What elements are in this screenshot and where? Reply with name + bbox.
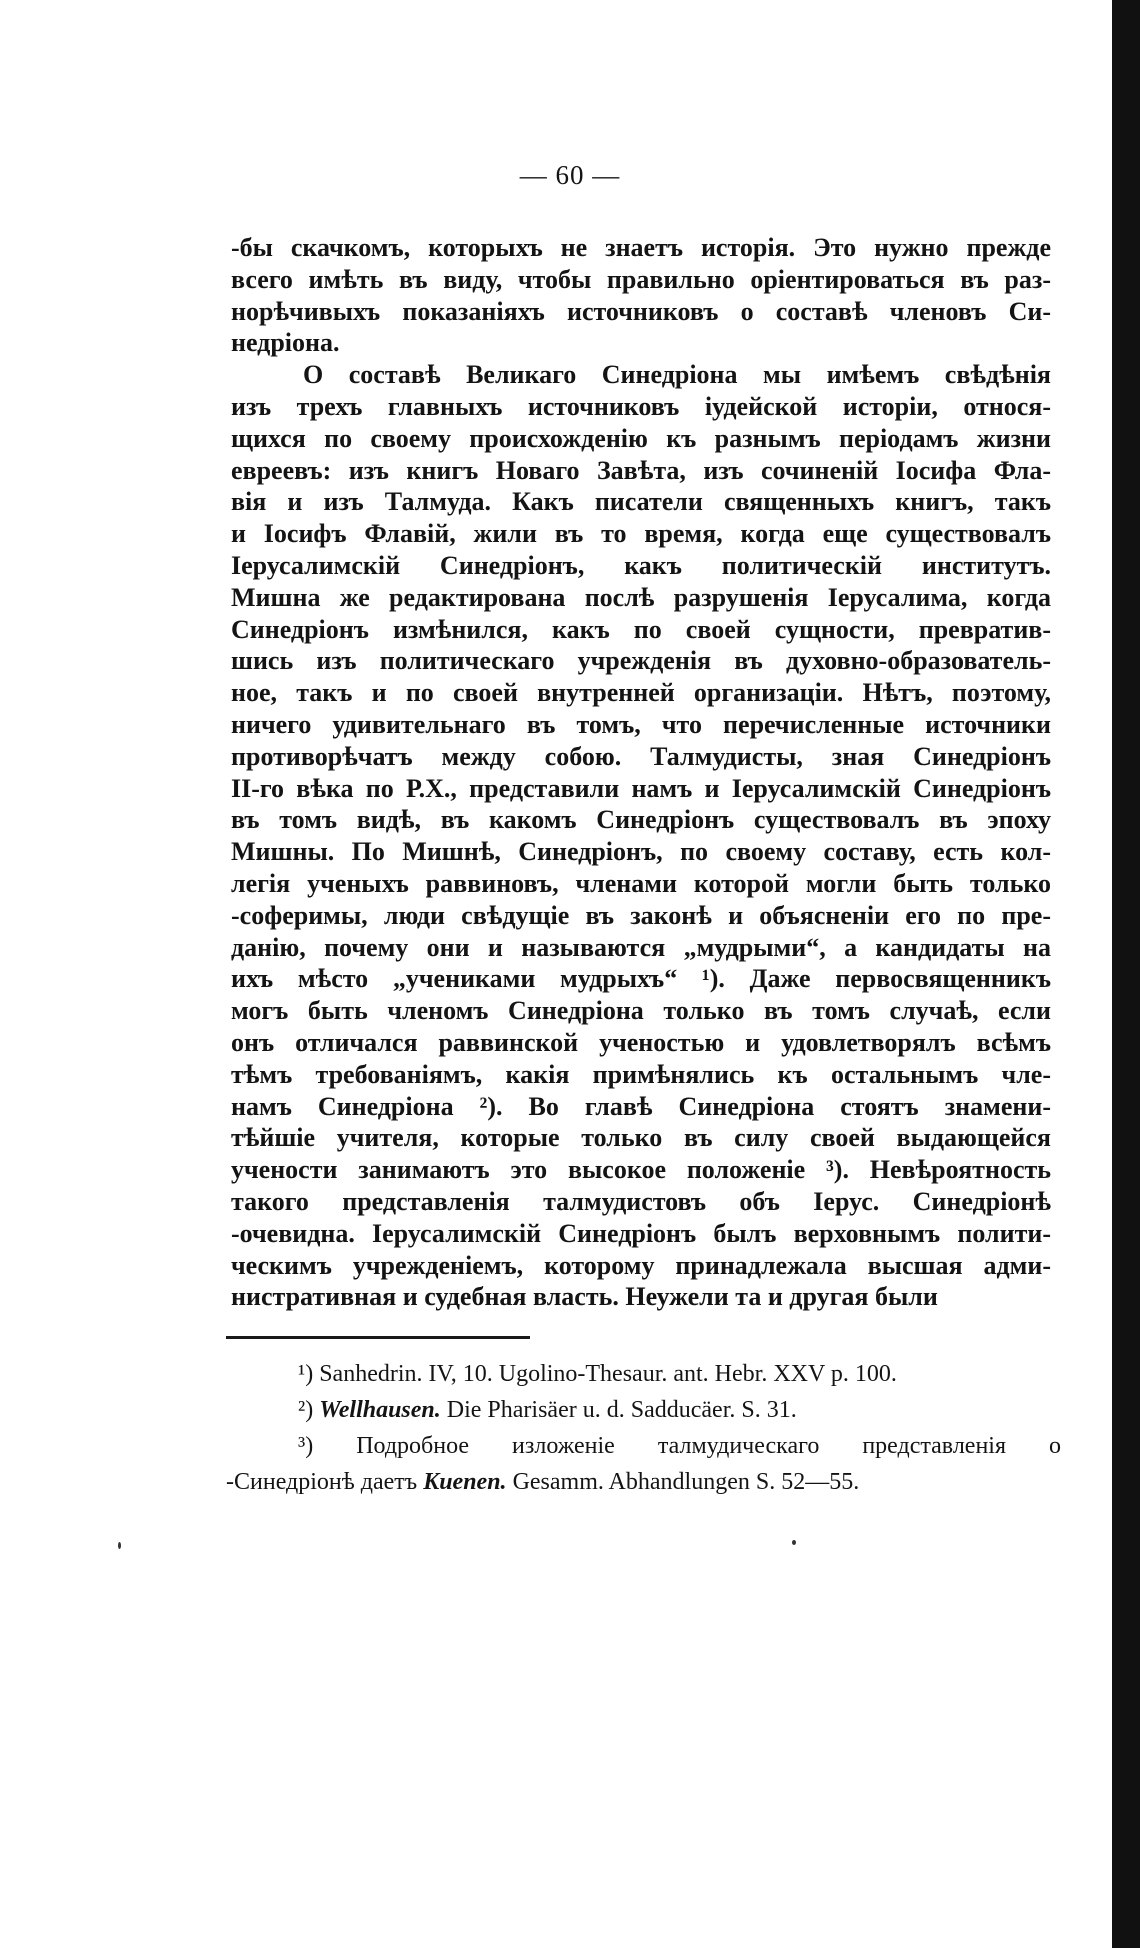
footnote-3 (226, 1428, 1061, 1464)
footnote-1-text: Sanhedrin. IV, 10. Ugolino-Thesaur. ant. Hebr. XXV p. 100. (319, 1361, 897, 1387)
text-line: О составѣ Великаго Синедріона мы имѣемъ свѣдѣнія (303, 360, 1051, 390)
text-line: всего имѣть въ виду, чтобы правильно оріентироваться въ раз- (231, 264, 1051, 294)
text-line: щихся по своему происхожденію къ разнымъ періодамъ жизни (231, 423, 1051, 453)
text-line: Мишна же редактирована послѣ разрушенія Іерусалима, когда (231, 582, 1051, 612)
text-line: Мишны. По Мишнѣ, Синедріонъ, по своему составу, есть кол- (231, 837, 1051, 867)
text-line: ное, такъ и по своей внутренней организаціи. Нѣтъ, поэтому, (231, 678, 1051, 708)
text-line: Іерусалимскій Синедріонъ, какъ политическій институтъ. (231, 550, 1051, 580)
text-line: нистративная и судебная власть. Неужели та и другая были (231, 1282, 938, 1312)
footnote-3-text: Подробное изложеніе талмудическаго представленія о (356, 1433, 1061, 1459)
text-line: намъ Синедріона ²). Во главѣ Синедріона стоятъ знамени- (231, 1091, 1051, 1121)
main-body-text (231, 232, 1051, 1313)
text-line: -бы скачкомъ, которыхъ не знаетъ исторія. Это нужно прежде (231, 233, 1051, 262)
footnote-2-text: Die Pharisäer u. d. Sadducäer. S. 31. (446, 1397, 797, 1423)
text-line: шись изъ политическаго учрежденія въ духовно-образователь- (231, 646, 1051, 676)
text-line: -очевидна. Іерусалимскій Синедріонъ былъ верховнымъ полити- (231, 1218, 1051, 1248)
text-line: противорѣчатъ между собою. Талмудисты, зная Синедріонъ (231, 741, 1051, 771)
footnote-2 (226, 1392, 1061, 1428)
text-line: недріона. (231, 328, 340, 358)
text-line: такого представленія талмудистовъ объ Іерус. Синедріонѣ (231, 1186, 1051, 1216)
text-line: и Іосифъ Флавій, жили въ то время, когда еще существовалъ (231, 519, 1051, 549)
text-line: въ томъ видѣ, въ какомъ Синедріонъ существовалъ въ эпоху (231, 805, 1051, 835)
footnote-2-mark: ²) (298, 1397, 314, 1423)
text-line: изъ трехъ главныхъ источниковъ іудейской исторіи, относя- (231, 391, 1051, 421)
scan-speck (792, 1540, 796, 1545)
footnote-3-mark: ³) (298, 1433, 314, 1459)
footnote-3-cont-post: Gesamm. Abhandlungen S. 52—55. (506, 1469, 860, 1495)
text-line: -соферимы, люди свѣдущіе въ законѣ и объясненіи его по пре- (231, 900, 1051, 930)
scan-speck (118, 1542, 121, 1549)
footnote-1 (226, 1356, 1061, 1392)
text-line: евреевъ: изъ книгъ Новаго Завѣта, изъ сочиненій Іосифа Фла- (231, 455, 1051, 485)
text-line: Синедріонъ измѣнился, какъ по своей сущности, превратив- (231, 614, 1051, 644)
text-line: легія ученыхъ раввиновъ, членами которой могли быть только (231, 868, 1051, 898)
text-line: ихъ мѣсто „учениками мудрыхъ“ ¹). Даже первосвященникъ (231, 964, 1051, 994)
text-line: вія и изъ Талмуда. Какъ писатели священныхъ книгъ, такъ (231, 487, 1051, 517)
footnote-3-cont-pre: -Синедріонѣ даетъ (226, 1469, 424, 1495)
footnote-3-continuation (226, 1464, 1061, 1500)
text-line: норѣчивыхъ показаніяхъ источниковъ о составѣ членовъ Си- (231, 296, 1051, 326)
page-binding-edge (1112, 0, 1140, 1948)
text-line: учености занимаютъ это высокое положеніе ³). Невѣроятность (231, 1155, 1051, 1185)
text-line: ничего удивительнаго въ томъ, что перечисленные источники (231, 709, 1051, 739)
text-line: данію, почему они и называются „мудрыми“, а кандидаты на (231, 932, 1051, 962)
footnote-3-author: Kuenen. (423, 1469, 507, 1495)
text-line: тѣмъ требованіямъ, какія примѣнялись къ остальнымъ чле- (231, 1059, 1051, 1089)
footnote-divider (226, 1336, 530, 1339)
footnote-2-author: Wellhausen. (319, 1397, 441, 1423)
text-line: могъ быть членомъ Синедріона только въ томъ случаѣ, если (231, 996, 1051, 1026)
page-number: — 60 — (519, 160, 621, 190)
text-line: ческимъ учрежденіемъ, которому принадлежала высшая адми- (231, 1250, 1051, 1280)
text-line: II-го вѣка по Р.Х., представили намъ и Іерусалимскій Синедріонъ (231, 773, 1051, 803)
footnotes-block (226, 1356, 1061, 1500)
text-line: онъ отличался раввинской ученостью и удовлетворялъ всѣмъ (231, 1027, 1051, 1057)
footnote-1-mark: ¹) (298, 1361, 314, 1387)
text-line: тѣйшіе учителя, которые только въ силу своей выдающейся (231, 1123, 1051, 1153)
